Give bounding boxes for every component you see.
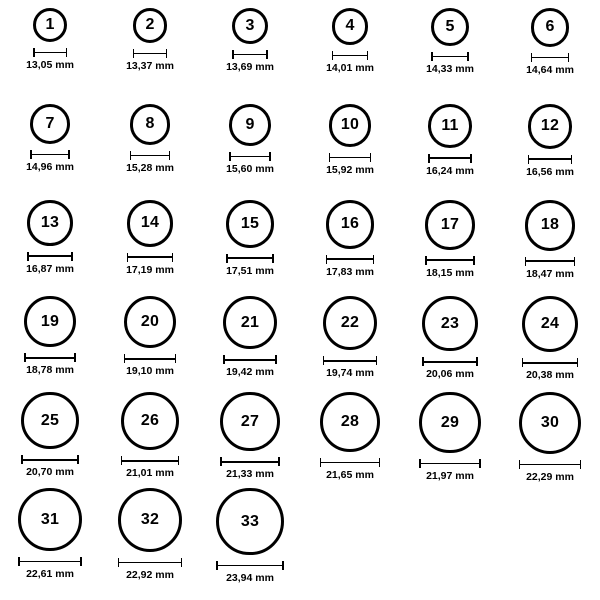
diameter-measure-line — [226, 254, 274, 263]
ring-size-cell — [200, 8, 300, 104]
ring-size-label: 3 — [245, 16, 255, 34]
diameter-measure-line — [525, 257, 576, 266]
ring-diameter-label: 21,97 mm — [426, 470, 474, 483]
measure-bar — [32, 154, 69, 156]
measure-bar — [234, 54, 267, 56]
ring-circle — [133, 8, 168, 43]
measure-bar — [35, 52, 66, 54]
ring-circle — [121, 392, 179, 450]
measure-bar — [23, 459, 77, 461]
ring-size-cell — [400, 296, 500, 392]
ring-circle — [422, 296, 477, 351]
ring-diameter-label: 16,24 mm — [426, 164, 474, 177]
diameter-measure-line — [130, 151, 171, 160]
ring-size-label: 17 — [440, 215, 460, 233]
measure-bar — [321, 462, 378, 464]
ring-size-label: 33 — [240, 512, 260, 530]
measure-tick-right — [473, 256, 475, 265]
ring-circle — [323, 296, 377, 350]
measure-tick-right — [376, 356, 378, 365]
diameter-measure-line — [133, 49, 168, 58]
diameter-measure-line — [121, 456, 179, 465]
ring-diameter-label: 19,74 mm — [326, 367, 374, 380]
ring-size-cell — [0, 488, 100, 584]
measure-tick-right — [367, 51, 369, 60]
measure-tick-right — [166, 49, 168, 58]
measure-tick-right — [269, 152, 271, 161]
measure-tick-right — [71, 252, 73, 261]
ring-diameter-label: 13,69 mm — [226, 60, 274, 73]
measure-tick-right — [373, 255, 375, 264]
measure-tick-right — [169, 151, 171, 160]
measure-tick-right — [77, 455, 79, 464]
ring-size-label: 1 — [45, 16, 55, 33]
measure-tick-right — [479, 459, 481, 468]
ring-diameter-label: 16,56 mm — [526, 165, 574, 178]
diameter-measure-line — [419, 459, 480, 468]
ring-diameter-label: 21,33 mm — [226, 468, 274, 481]
diameter-measure-line — [320, 458, 380, 467]
ring-diameter-label: 23,94 mm — [226, 572, 274, 585]
ring-size-cell — [200, 296, 300, 392]
ring-size-cell — [0, 104, 100, 200]
ring-size-label: 26 — [140, 412, 160, 430]
diameter-measure-line — [332, 51, 369, 60]
diameter-measure-line — [30, 150, 70, 159]
ring-circle — [519, 392, 581, 454]
ring-size-cell — [500, 200, 600, 296]
ring-circle — [425, 200, 475, 250]
ring-size-label: 2 — [145, 16, 155, 34]
ring-size-cell — [200, 488, 300, 584]
ring-size-cell — [400, 8, 500, 104]
ring-circle — [33, 8, 67, 42]
ring-size-cell — [0, 296, 100, 392]
diameter-measure-line — [229, 152, 271, 161]
ring-size-label: 27 — [240, 412, 260, 430]
diameter-measure-line — [519, 460, 581, 469]
ring-size-label: 15 — [240, 214, 260, 232]
diameter-measure-line — [24, 353, 75, 362]
measure-bar — [529, 158, 571, 160]
ring-size-label: 23 — [440, 314, 460, 332]
measure-bar — [29, 255, 72, 257]
measure-tick-right — [467, 52, 469, 61]
measure-bar — [218, 565, 282, 567]
diameter-measure-line — [124, 354, 176, 363]
ring-circle — [27, 200, 73, 246]
ring-circle — [229, 104, 271, 146]
ring-size-cell — [0, 392, 100, 488]
measure-bar — [20, 561, 80, 563]
diameter-measure-line — [232, 50, 268, 59]
ring-circle — [118, 488, 182, 552]
measure-bar — [128, 256, 172, 258]
measure-tick-right — [282, 561, 284, 570]
diameter-measure-line — [528, 155, 573, 164]
ring-size-label: 31 — [40, 510, 60, 528]
ring-diameter-label: 14,01 mm — [326, 61, 374, 74]
ring-diameter-label: 17,83 mm — [326, 265, 374, 278]
ring-circle — [531, 8, 570, 47]
ring-diameter-label: 22,29 mm — [526, 471, 574, 484]
measure-bar — [228, 257, 273, 259]
ring-size-cell — [300, 8, 400, 104]
measure-bar — [231, 156, 270, 158]
ring-diameter-label: 22,92 mm — [126, 569, 174, 582]
diameter-measure-line — [18, 557, 81, 566]
ring-size-label: 11 — [441, 116, 459, 134]
measure-tick-right — [370, 153, 372, 162]
ring-size-cell — [0, 200, 100, 296]
measure-tick-right — [266, 50, 268, 59]
measure-tick-right — [571, 155, 573, 164]
ring-diameter-label: 18,78 mm — [26, 364, 74, 377]
ring-size-cell — [0, 8, 100, 104]
ring-circle — [30, 104, 70, 144]
measure-tick-right — [470, 154, 472, 163]
ring-diameter-label: 15,92 mm — [326, 163, 374, 176]
ring-size-label: 19 — [40, 312, 60, 330]
ring-diameter-label: 14,64 mm — [526, 63, 574, 76]
ring-circle — [226, 200, 274, 248]
diameter-measure-line — [531, 53, 570, 62]
ring-circle — [124, 296, 176, 348]
ring-circle — [419, 392, 480, 453]
ring-diameter-label: 20,06 mm — [426, 368, 474, 381]
ring-size-label: 30 — [540, 414, 560, 432]
ring-size-label: 7 — [45, 114, 55, 132]
measure-bar — [134, 53, 166, 55]
diameter-measure-line — [127, 253, 174, 262]
ring-diameter-label: 17,19 mm — [126, 263, 174, 276]
ring-size-cell — [200, 104, 300, 200]
measure-bar — [421, 463, 479, 465]
ring-diameter-label: 18,47 mm — [526, 267, 574, 280]
diameter-measure-line — [422, 357, 477, 366]
ring-diameter-label: 15,28 mm — [126, 161, 174, 174]
diameter-measure-line — [425, 256, 475, 265]
diameter-measure-line — [431, 52, 469, 61]
ring-diameter-label: 22,61 mm — [26, 568, 74, 581]
diameter-measure-line — [522, 358, 578, 367]
measure-tick-right — [66, 48, 68, 57]
measure-tick-right — [379, 458, 381, 467]
ring-size-cell — [300, 200, 400, 296]
ring-size-cell — [100, 200, 200, 296]
ring-size-cell — [400, 104, 500, 200]
ring-size-cell — [500, 296, 600, 392]
ring-circle — [130, 104, 171, 145]
ring-size-cell — [100, 296, 200, 392]
ring-circle — [21, 392, 78, 449]
ring-size-label: 9 — [245, 115, 255, 133]
ring-size-cell — [500, 8, 600, 104]
measure-bar — [324, 360, 375, 362]
ring-diameter-label: 21,65 mm — [326, 469, 374, 482]
ring-size-label: 24 — [540, 315, 560, 333]
ring-diameter-label: 20,38 mm — [526, 369, 574, 382]
ring-diameter-label: 18,15 mm — [426, 266, 474, 279]
measure-bar — [125, 358, 174, 360]
measure-tick-right — [74, 353, 76, 362]
ring-circle — [332, 8, 369, 45]
ring-circle — [232, 8, 268, 44]
measure-bar — [520, 464, 579, 466]
ring-diameter-label: 19,10 mm — [126, 365, 174, 378]
ring-size-cell — [300, 104, 400, 200]
measure-bar — [427, 259, 474, 261]
diameter-measure-line — [118, 558, 182, 567]
diameter-measure-line — [33, 48, 67, 57]
ring-size-label: 6 — [545, 18, 555, 36]
diameter-measure-line — [329, 153, 372, 162]
measure-bar — [122, 460, 177, 462]
measure-bar — [225, 359, 275, 361]
ring-diameter-label: 13,37 mm — [126, 59, 174, 72]
ring-size-cell — [100, 488, 200, 584]
measure-tick-right — [178, 456, 180, 465]
diameter-measure-line — [216, 561, 283, 570]
ring-size-label: 4 — [345, 17, 355, 35]
ring-circle — [24, 296, 75, 347]
measure-tick-right — [181, 558, 183, 567]
diameter-measure-line — [323, 356, 377, 365]
ring-circle — [326, 200, 375, 249]
ring-size-cell — [100, 392, 200, 488]
measure-tick-right — [580, 460, 582, 469]
ring-circle — [329, 104, 372, 147]
diameter-measure-line — [223, 355, 276, 364]
measure-bar — [523, 362, 576, 364]
measure-tick-right — [172, 253, 174, 262]
ring-size-cell — [100, 8, 200, 104]
diameter-measure-line — [220, 457, 279, 466]
measure-bar — [424, 361, 476, 363]
diameter-measure-line — [27, 252, 73, 261]
ring-size-cell — [100, 104, 200, 200]
measure-tick-right — [476, 357, 478, 366]
ring-diameter-label: 17,51 mm — [226, 264, 274, 277]
ring-circle — [223, 296, 276, 349]
ring-circle — [428, 104, 472, 148]
measure-bar — [526, 260, 574, 262]
ring-size-label: 16 — [340, 215, 360, 233]
ring-circle — [431, 8, 469, 46]
ring-size-label: 25 — [40, 411, 60, 429]
ring-diameter-label: 20,70 mm — [26, 466, 74, 479]
measure-bar — [433, 56, 468, 58]
measure-bar — [26, 357, 74, 359]
measure-tick-right — [574, 257, 576, 266]
ring-diameter-label: 14,96 mm — [26, 160, 74, 173]
ring-size-label: 10 — [340, 116, 360, 134]
measure-bar — [222, 461, 278, 463]
measure-bar — [430, 157, 471, 159]
measure-tick-right — [278, 457, 280, 466]
ring-size-label: 14 — [140, 214, 160, 232]
ring-circle — [220, 392, 279, 451]
ring-circle — [18, 488, 81, 551]
measure-bar — [119, 562, 180, 564]
ring-diameter-label: 14,33 mm — [426, 62, 474, 75]
measure-bar — [131, 155, 169, 157]
ring-size-label: 32 — [140, 511, 160, 529]
ring-diameter-label: 16,87 mm — [26, 262, 74, 275]
diameter-measure-line — [21, 455, 78, 464]
ring-size-label: 5 — [445, 17, 455, 35]
ring-size-label: 29 — [440, 413, 460, 431]
ring-size-label: 22 — [340, 314, 360, 332]
ring-circle — [216, 488, 283, 555]
measure-bar — [532, 57, 568, 59]
measure-bar — [327, 258, 373, 260]
measure-bar — [330, 157, 370, 159]
measure-tick-right — [272, 254, 274, 263]
ring-circle — [127, 200, 174, 247]
diameter-measure-line — [428, 154, 472, 163]
ring-diameter-label: 15,60 mm — [226, 162, 274, 175]
ring-size-label: 18 — [540, 216, 560, 234]
ring-size-cell — [500, 104, 600, 200]
ring-size-label: 8 — [145, 115, 155, 133]
ring-circle — [522, 296, 578, 352]
diameter-measure-line — [326, 255, 375, 264]
ring-size-cell — [200, 200, 300, 296]
ring-size-label: 21 — [240, 313, 260, 331]
ring-size-cell — [300, 392, 400, 488]
measure-tick-right — [68, 150, 70, 159]
measure-tick-right — [80, 557, 82, 566]
ring-size-cell — [500, 392, 600, 488]
ring-size-cell — [400, 392, 500, 488]
ring-circle — [525, 200, 576, 251]
ring-size-label: 12 — [540, 117, 560, 135]
ring-size-label: 13 — [40, 213, 60, 231]
measure-tick-right — [275, 355, 277, 364]
ring-circle — [528, 104, 573, 149]
ring-size-label: 20 — [140, 313, 160, 331]
ring-diameter-label: 21,01 mm — [126, 467, 174, 480]
measure-tick-right — [568, 53, 570, 62]
ring-diameter-label: 13,05 mm — [26, 59, 74, 71]
measure-tick-right — [175, 354, 177, 363]
measure-tick-right — [577, 358, 579, 367]
measure-bar — [333, 55, 367, 57]
ring-size-cell — [400, 200, 500, 296]
ring-circle — [320, 392, 380, 452]
ring-size-label: 28 — [340, 413, 360, 431]
ring-size-cell — [200, 392, 300, 488]
ring-diameter-label: 19,42 mm — [226, 366, 274, 379]
ring-size-cell — [300, 296, 400, 392]
